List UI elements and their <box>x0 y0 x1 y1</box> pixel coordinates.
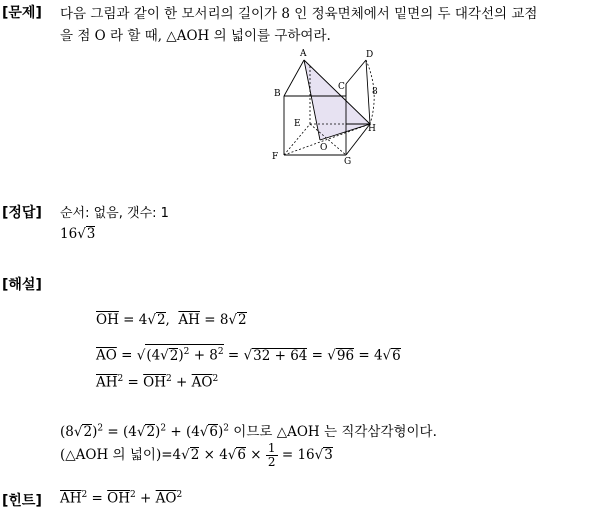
solution-eq2: $\overline{AO} = √(4√2)^2 + 8^2 = √32 + 64 = √96 = 4√6$ <box>96 344 401 364</box>
label-B: B <box>274 89 281 99</box>
label-A: A <box>300 49 307 59</box>
label-H: H <box>368 124 376 134</box>
label-F: F <box>272 152 279 162</box>
hint-eq: $\overline{AH}^2 = \overline{OH}^2 + \overline{AO}^2$ <box>60 490 183 507</box>
answer-value: 16√3 <box>60 226 96 242</box>
solution-tag: [해설] <box>2 277 42 293</box>
label-D: D <box>366 50 374 60</box>
problem-tag: [문제] <box>2 5 42 21</box>
answer-tag: [정답] <box>2 205 42 221</box>
label-G: G <box>344 157 352 167</box>
hint-tag: [힌트] <box>2 493 42 509</box>
answer-meta: 순서: 없음, 갯수: 1 <box>60 206 169 221</box>
label-E: E <box>294 119 301 129</box>
problem-text-line2: 을 점 O 라 할 때, △AOH 의 넓이를 구하여라. <box>60 28 331 44</box>
cube-figure <box>262 44 382 168</box>
solution-line5: (△AOH 의 넓이)=4√2 × 4√6 × $\frac{1}{2}$ = 16√3 <box>60 441 333 469</box>
edge-length-label: 8 <box>372 87 378 97</box>
label-O: O <box>320 143 328 153</box>
solution-eq3: $\overline{AH}^2 = \overline{OH}^2 + \overline{AO}^2$ <box>96 374 219 391</box>
solution-line4: $(8√2)^2 = (4√2)^2 + (4√6)^2$ 이므로 △AOH 는 직각삼각형이다. <box>60 423 437 440</box>
label-C: C <box>338 82 345 92</box>
solution-eq1: $\overline{OH} = 4√2$, $\overline{AH} = 8√2$ <box>96 312 247 328</box>
problem-text-line1: 다음 그림과 같이 한 모서리의 길이가 8 인 정육면체에서 밑면의 두 대각선의 교점 <box>60 6 538 22</box>
